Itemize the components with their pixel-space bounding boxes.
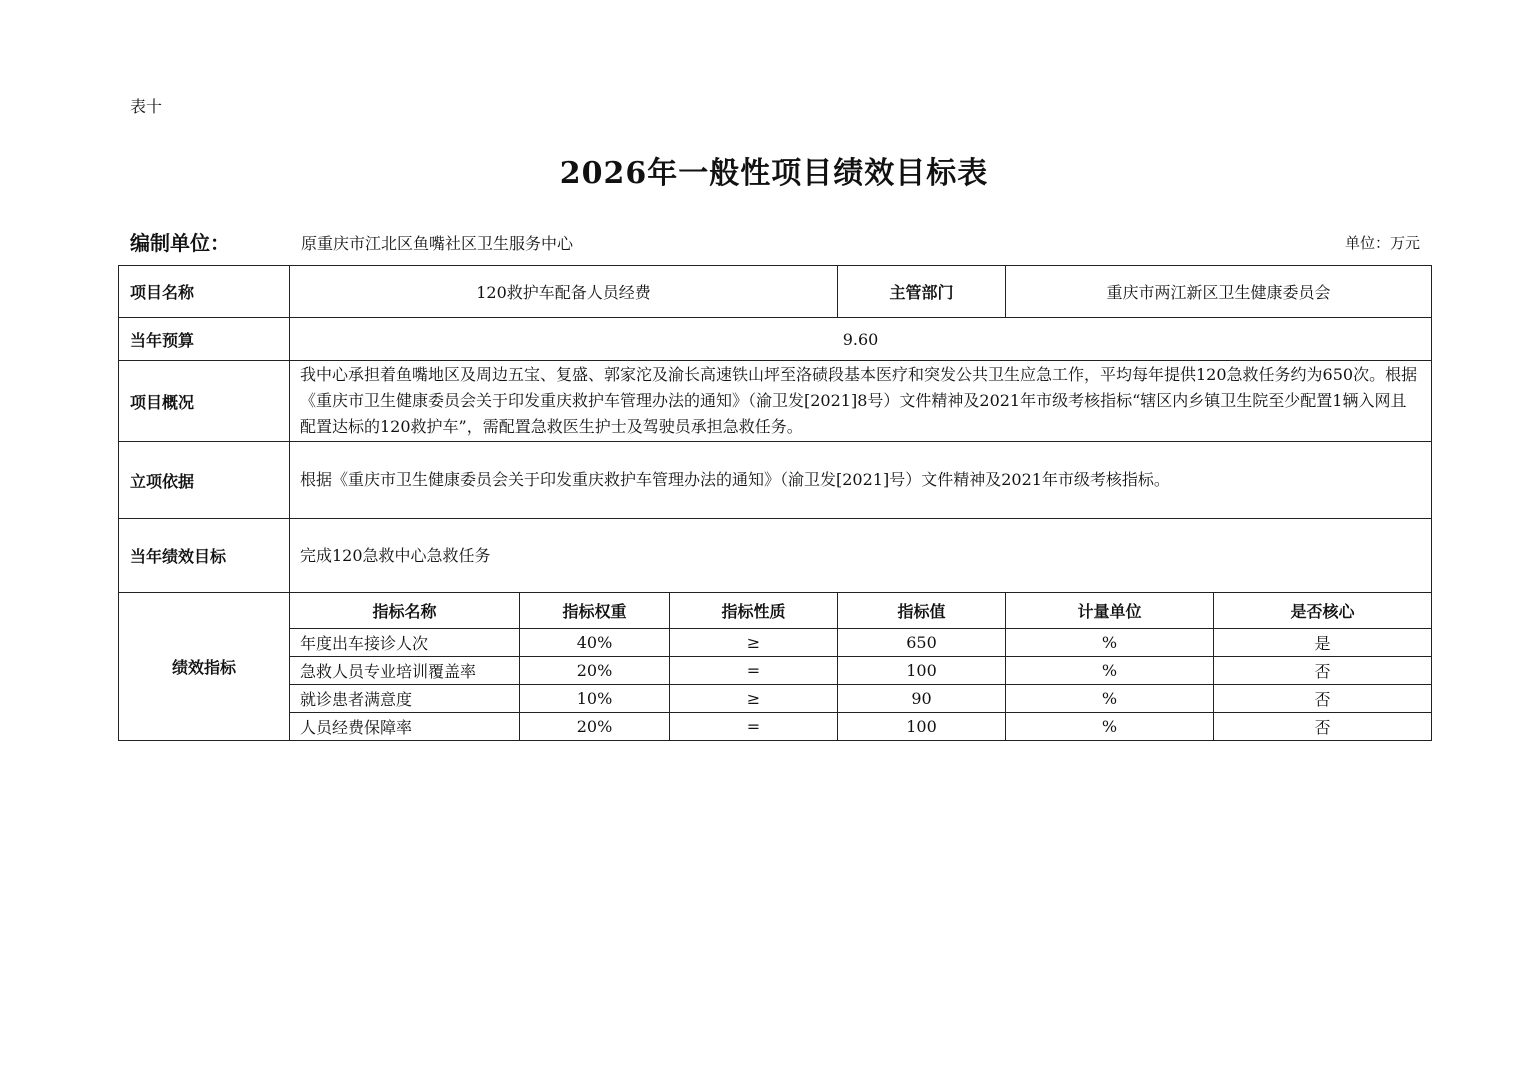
- kpi-core: 否: [1214, 657, 1432, 685]
- page-title: 2026年一般性项目绩效目标表: [559, 156, 989, 191]
- kpi-unit: %: [1006, 657, 1214, 685]
- basis-row: [119, 442, 1432, 519]
- kpi-weight: 40%: [520, 629, 670, 657]
- kpi-header-core: 是否核心: [1214, 593, 1432, 629]
- table-number: 表十: [130, 97, 163, 116]
- goal-label: 当年绩效目标: [119, 519, 290, 593]
- kpi-header-row: [119, 593, 1432, 629]
- kpi-header-nature: 指标性质: [670, 593, 838, 629]
- project-name-value: 120救护车配备人员经费: [290, 266, 838, 318]
- project-name-row: [119, 266, 1432, 318]
- kpi-unit: %: [1006, 713, 1214, 741]
- budget-value: 9.60: [290, 318, 1432, 361]
- kpi-label: 绩效指标: [119, 593, 290, 741]
- basis-value: 根据《重庆市卫生健康委员会关于印发重庆救护车管理办法的通知》（渝卫发[2021]号）文件精神及2021年市级考核指标。: [290, 442, 1432, 519]
- kpi-unit: %: [1006, 685, 1214, 713]
- kpi-nature: =: [670, 713, 838, 741]
- org-label: 编制单位：: [130, 231, 230, 255]
- kpi-weight: 20%: [520, 657, 670, 685]
- kpi-core: 是: [1214, 629, 1432, 657]
- dept-label: 主管部门: [838, 266, 1006, 318]
- kpi-row: [119, 685, 1432, 713]
- kpi-value: 90: [838, 685, 1006, 713]
- org-value: 原重庆市江北区鱼嘴社区卫生服务中心: [301, 234, 574, 253]
- kpi-core: 否: [1214, 713, 1432, 741]
- goal-row: [119, 519, 1432, 593]
- kpi-core: 否: [1214, 685, 1432, 713]
- kpi-nature: ≥: [670, 685, 838, 713]
- kpi-name: 就诊患者满意度: [290, 685, 520, 713]
- kpi-value: 100: [838, 657, 1006, 685]
- overview-value: 我中心承担着鱼嘴地区及周边五宝、复盛、郭家沱及渝长高速铁山坪至洛碛段基本医疗和突发公共卫生应急工作，平均每年提供120急救任务约为650次。根据《重庆市卫生健康委员会关于印发重庆救护车管理办法的通知》（渝卫发[2021]8号）文件精神及2021年市级考核指标“辖区内乡镇卫生院至少配置1辆入网且配置达标的120救护车”，需配置急救医生护士及驾驶员承担急救任务。: [290, 361, 1432, 442]
- overview-row: [119, 361, 1432, 442]
- kpi-header-name: 指标名称: [290, 593, 520, 629]
- performance-target-table: [118, 265, 1432, 741]
- kpi-unit: %: [1006, 629, 1214, 657]
- kpi-header-weight: 指标权重: [520, 593, 670, 629]
- unit-label: 单位：万元: [1344, 234, 1420, 252]
- kpi-nature: =: [670, 657, 838, 685]
- basis-label: 立项依据: [119, 442, 290, 519]
- kpi-header-unit: 计量单位: [1006, 593, 1214, 629]
- kpi-row: [119, 629, 1432, 657]
- kpi-value: 100: [838, 713, 1006, 741]
- kpi-weight: 10%: [520, 685, 670, 713]
- budget-row: [119, 318, 1432, 361]
- dept-value: 重庆市两江新区卫生健康委员会: [1006, 266, 1432, 318]
- kpi-row: [119, 713, 1432, 741]
- budget-label: 当年预算: [119, 318, 290, 361]
- kpi-name: 急救人员专业培训覆盖率: [290, 657, 520, 685]
- kpi-nature: ≥: [670, 629, 838, 657]
- kpi-weight: 20%: [520, 713, 670, 741]
- kpi-value: 650: [838, 629, 1006, 657]
- kpi-row: [119, 657, 1432, 685]
- goal-value: 完成120急救中心急救任务: [290, 519, 1432, 593]
- kpi-name: 年度出车接诊人次: [290, 629, 520, 657]
- overview-label: 项目概况: [119, 361, 290, 442]
- kpi-header-value: 指标值: [838, 593, 1006, 629]
- kpi-name: 人员经费保障率: [290, 713, 520, 741]
- project-name-label: 项目名称: [119, 266, 290, 318]
